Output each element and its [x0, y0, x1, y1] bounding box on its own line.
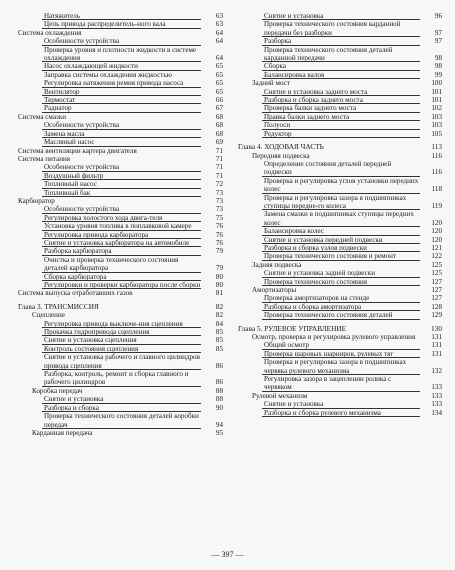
- toc-entry-title: Снятие и установка задней подвески: [264, 269, 376, 278]
- toc-entry[interactable]: [18, 289, 223, 297]
- toc-entry-page: 85: [215, 344, 223, 353]
- toc-entry[interactable]: [18, 214, 223, 222]
- toc-entry-title: Проверка шаровых шарниров, рулевых тяг: [264, 349, 394, 358]
- toc-entry-page: 113: [431, 142, 442, 152]
- toc-entry[interactable]: [238, 252, 442, 260]
- toc-entry-page: 76: [215, 238, 223, 247]
- toc-entry-page: 73: [215, 188, 223, 197]
- toc-entry[interactable]: [18, 46, 223, 63]
- toc-entry-title: Контроль состояния сцепления: [44, 344, 139, 353]
- toc-entry[interactable]: [18, 189, 223, 197]
- toc-entry[interactable]: [238, 152, 442, 160]
- toc-entry-title: Особенности устройства: [44, 205, 120, 214]
- toc-entry-title: Проверка и регулировка зазора в подшипниках ступицы передне-го колеса: [264, 193, 407, 210]
- toc-entry-page: 80: [215, 281, 223, 289]
- toc-entry-title: Прокачка гидропривода сцепления: [44, 328, 150, 337]
- toc-chapter-entry[interactable]: [18, 303, 223, 311]
- toc-entry-page: 99: [434, 70, 442, 79]
- toc-entry[interactable]: [238, 88, 442, 96]
- toc-entry-page: 88: [215, 386, 223, 395]
- toc-entry-title: Проверка амортизаторов на стенде: [264, 294, 370, 303]
- toc-entry-title: Определение состояния деталей передней подвески: [264, 159, 392, 177]
- toc-column-left: [18, 12, 223, 437]
- toc-entry[interactable]: [18, 387, 223, 395]
- toc-entry-title: Рулевой механизм: [252, 391, 308, 400]
- toc-entry-page: 98: [434, 62, 442, 71]
- toc-entry[interactable]: [238, 236, 442, 244]
- toc-entry-title: Сборка: [264, 62, 287, 71]
- toc-entry-title: Регулировка зазора в зацеплении ролика с червяком: [264, 375, 392, 392]
- toc-entry[interactable]: [238, 160, 442, 177]
- toc-entry-title: Сборка карбюратора: [44, 272, 107, 281]
- toc-entry[interactable]: [238, 333, 442, 341]
- toc-entry-title: Проверка технического состояния деталей карданной передачи: [264, 45, 393, 63]
- toc-entry-title: Система охлаждения: [18, 28, 82, 37]
- toc-entry[interactable]: [238, 409, 442, 417]
- toc-entry[interactable]: [238, 227, 442, 235]
- toc-entry-page: 102: [431, 104, 442, 113]
- toc-entry-page: 81: [215, 289, 223, 298]
- toc-entry-page: 79: [215, 247, 223, 256]
- toc-entry[interactable]: [18, 130, 223, 138]
- toc-entry[interactable]: [238, 294, 442, 302]
- toc-entry-page: 85: [215, 336, 223, 345]
- toc-entry-title: Правка балки заднего моста: [264, 112, 350, 121]
- toc-entry-page: 65: [215, 87, 223, 96]
- toc-entry-page: 131: [431, 333, 442, 342]
- toc-entry[interactable]: [18, 353, 223, 370]
- toc-entry-page: 68: [215, 121, 223, 130]
- toc-entry-page: 73: [215, 205, 223, 214]
- toc-entry[interactable]: [238, 71, 442, 79]
- toc-entry-title: Карбюратор: [18, 196, 55, 205]
- toc-entry-page: 66: [215, 96, 223, 105]
- toc-entry-page: 133: [431, 383, 442, 392]
- toc-entry[interactable]: [238, 261, 442, 269]
- toc-entry-page: 128: [431, 302, 442, 311]
- toc-entry-page: 100: [431, 79, 442, 88]
- toc-entry-title: Глава 3. ТРАНСМИССИЯ: [18, 301, 99, 311]
- toc-entry-page: 131: [431, 349, 442, 358]
- toc-entry-page: 84: [215, 319, 223, 328]
- toc-entry-title: Воздушный фильтр: [44, 171, 104, 180]
- toc-entry[interactable]: [238, 121, 442, 129]
- toc-entry-title: Проверка технического состояния деталей коробки передач: [44, 412, 199, 429]
- toc-entry-title: Разборка карбюратора: [44, 247, 112, 256]
- toc-entry-title: Осмотр, проверка и регулировка рулевого управления: [252, 333, 416, 342]
- toc-entry-title: Снятие и установка заднего моста: [264, 87, 368, 96]
- toc-entry-page: 98: [434, 54, 442, 63]
- toc-entry[interactable]: [18, 205, 223, 213]
- toc-entry-title: Система питания: [18, 154, 71, 163]
- toc-entry-page: 65: [215, 79, 223, 88]
- toc-entry[interactable]: [18, 336, 223, 344]
- toc-entry-page: 101: [431, 87, 442, 96]
- toc-entry-page: 116: [431, 168, 442, 177]
- toc-entry-page: 94: [215, 420, 223, 429]
- toc-entry-page: 90: [215, 403, 223, 412]
- toc-entry-page: 134: [431, 408, 442, 417]
- toc-entry-page: 120: [431, 227, 442, 236]
- toc-entry-page: 69: [215, 138, 223, 147]
- toc-entry[interactable]: [18, 121, 223, 129]
- toc-entry-page: 65: [215, 62, 223, 71]
- toc-entry-title: Передняя подвеска: [252, 151, 310, 160]
- toc-entry-title: Проверка технического состояния карданной передачи без разборки: [264, 20, 401, 37]
- toc-entry-page: 68: [215, 129, 223, 138]
- toc-entry[interactable]: [238, 20, 442, 37]
- toc-entry[interactable]: [18, 12, 223, 20]
- toc-entry[interactable]: [18, 239, 223, 247]
- toc-entry-title: Снятие и установка: [264, 12, 324, 20]
- toc-entry-title: Разборка, контроль, ремонт и сборка главного и рабочего цилиндров: [44, 370, 189, 387]
- toc-entry[interactable]: [18, 395, 223, 403]
- toc-entry-page: 79: [215, 264, 223, 273]
- toc-entry-page: 82: [215, 301, 223, 311]
- toc-entry-title: Задняя подвеска: [252, 260, 302, 269]
- toc-entry-title: Снятие и установка: [264, 400, 324, 409]
- toc-entry-page: 76: [215, 230, 223, 239]
- toc-entry[interactable]: [238, 341, 442, 349]
- toc-entry[interactable]: [18, 404, 223, 412]
- toc-entry-page: 101: [431, 96, 442, 105]
- toc-entry[interactable]: [18, 147, 223, 155]
- toc-entry-page: 97: [434, 28, 442, 37]
- toc-entry[interactable]: [238, 194, 442, 211]
- toc-entry-title: Особенности устройства: [44, 121, 120, 130]
- toc-entry-title: Снятие и установка передней подвески: [264, 235, 383, 244]
- toc-entry[interactable]: [238, 278, 442, 286]
- toc-entry-page: 67: [215, 104, 223, 113]
- toc-entry-page: 64: [215, 28, 223, 37]
- toc-chapter-entry[interactable]: [238, 325, 442, 333]
- toc-entry-title: Система вентиляции картера двигателя: [18, 146, 137, 155]
- toc-entry-page: 103: [431, 121, 442, 130]
- toc-entry-title: Редуктор: [264, 129, 292, 138]
- toc-entry-page: 64: [215, 54, 223, 63]
- toc-entry[interactable]: [18, 328, 223, 336]
- toc-entry-page: 130: [431, 323, 442, 333]
- toc-entry-title: Регулировка привода выключе-ния сцепления: [44, 319, 183, 328]
- toc-entry[interactable]: [18, 197, 223, 205]
- toc-entry-title: Разборка и сборка рулевого механизма: [264, 408, 381, 417]
- toc-entry[interactable]: [18, 29, 223, 37]
- toc-entry-title: Разборка: [264, 37, 292, 46]
- toc-entry-page: 86: [215, 361, 223, 370]
- toc-entry-title: Проверка и регулировка углов установки передних колес: [264, 176, 419, 194]
- toc-entry-page: 103: [431, 112, 442, 121]
- toc-entry-page: 63: [215, 12, 223, 20]
- toc-entry[interactable]: [238, 244, 442, 252]
- toc-entry-title: Система выпуска отработавших газов: [18, 289, 133, 298]
- toc-entry-title: Топливный насос: [44, 180, 97, 189]
- toc-entry[interactable]: [18, 88, 223, 96]
- toc-entry-title: Проверка балки заднего моста: [264, 104, 357, 113]
- toc-entry-title: Особенности устройства: [44, 37, 120, 46]
- toc-entry-page: 129: [431, 311, 442, 320]
- toc-entry[interactable]: [18, 222, 223, 230]
- toc-entry-title: Проверка технического состояния: [264, 277, 368, 286]
- toc-entry-page: 133: [431, 391, 442, 400]
- toc-entry-title: Замена масла: [44, 129, 85, 138]
- toc-entry-page: 105: [431, 129, 442, 138]
- toc-entry-page: 71: [215, 171, 223, 180]
- toc-entry[interactable]: [18, 370, 223, 387]
- toc-entry-page: 120: [431, 218, 442, 227]
- toc-entry-page: 125: [431, 260, 442, 269]
- toc-entry-page: 68: [215, 112, 223, 121]
- toc-entry-page: 131: [431, 341, 442, 350]
- toc-entry-page: 75: [215, 213, 223, 222]
- toc-entry-title: Насос охлаждающей жидкости: [44, 62, 138, 71]
- toc-entry[interactable]: [18, 113, 223, 121]
- toc-entry-page: 71: [215, 154, 223, 163]
- toc-entry[interactable]: [238, 286, 442, 294]
- toc-entry-page: 127: [431, 294, 442, 303]
- toc-entry-title: Снятие и установка: [44, 395, 104, 404]
- toc-entry[interactable]: [238, 400, 442, 408]
- toc-entry-title: Глава 4. ХОДОВАЯ ЧАСТЬ: [238, 142, 324, 152]
- page-number: — 397 —: [211, 550, 244, 559]
- toc-entry[interactable]: [238, 303, 442, 311]
- toc-entry-title: Регулировка холостого хода двига-теля: [44, 213, 163, 222]
- toc-entry[interactable]: [238, 130, 442, 138]
- toc-entry-title: Регулировки и проверки карбюратора после сборки: [44, 281, 201, 289]
- toc-entry[interactable]: [238, 358, 442, 375]
- toc-entry-page: 127: [431, 286, 442, 294]
- toc-entry[interactable]: [238, 350, 442, 358]
- toc-entry-title: Топливный бак: [44, 188, 91, 197]
- toc-entry-page: 63: [215, 20, 223, 29]
- toc-entry-page: 85: [215, 328, 223, 337]
- toc-entry[interactable]: [18, 138, 223, 146]
- toc-entry[interactable]: [18, 231, 223, 239]
- toc-entry[interactable]: [18, 345, 223, 353]
- toc-entry-page: 132: [431, 366, 442, 375]
- toc-entry-title: Особенности устройства: [44, 163, 120, 172]
- toc-entry-title: Полуоси: [264, 121, 291, 130]
- toc-entry[interactable]: [238, 210, 442, 227]
- toc-entry[interactable]: [18, 20, 223, 28]
- toc-entry-page: 64: [215, 37, 223, 46]
- toc-entry-title: Разборка и сборка заднего моста: [264, 96, 363, 105]
- toc-entry[interactable]: [18, 429, 223, 437]
- toc-entry-title: Снятие и установка рабочего и главного цилиндров привода сцепления: [44, 353, 200, 370]
- toc-entry-page: 73: [215, 196, 223, 205]
- toc-entry[interactable]: [238, 62, 442, 70]
- toc-entry-title: Снятие и установка карбюратора на автомобиле: [44, 238, 190, 247]
- toc-entry[interactable]: [238, 269, 442, 277]
- toc-entry-title: Натяжитель: [44, 12, 81, 20]
- toc-entry-page: 118: [431, 185, 442, 194]
- toc-entry-page: 71: [215, 146, 223, 155]
- toc-column-right: [238, 12, 442, 417]
- toc-entry-page: 65: [215, 70, 223, 79]
- toc-entry-page: 96: [434, 12, 442, 20]
- toc-entry[interactable]: [18, 412, 223, 429]
- toc-entry-page: 125: [431, 269, 442, 278]
- toc-entry-title: Общий осмотр: [264, 341, 310, 350]
- toc-entry-title: Радиатор: [44, 104, 72, 113]
- toc-entry-title: Термостат: [44, 96, 76, 105]
- toc-entry-title: Амортизаторы: [252, 286, 297, 294]
- toc-entry-title: Проверка технического состояния и ремонт: [264, 252, 397, 261]
- toc-entry-title: Установка уровня топлива в поплавковой камере: [44, 222, 192, 231]
- toc-entry-title: Балансировка валов: [264, 70, 325, 79]
- toc-entry[interactable]: [18, 163, 223, 171]
- toc-entry-title: Разборка и сборка: [44, 403, 99, 412]
- toc-chapter-entry[interactable]: [238, 143, 442, 151]
- toc-entry-title: Вентилятор: [44, 87, 80, 96]
- toc-entry-title: Замена смазки в подшипниках ступицы передних колес: [264, 210, 414, 227]
- toc-entry[interactable]: [238, 177, 442, 194]
- toc-entry-title: Балансировка колес: [264, 227, 324, 236]
- toc-entry-title: Регулировка привода карбюратора: [44, 230, 149, 239]
- toc-entry-page: 82: [215, 311, 223, 320]
- toc-entry[interactable]: [18, 247, 223, 255]
- toc-entry[interactable]: [18, 104, 223, 112]
- toc-entry[interactable]: [18, 180, 223, 188]
- toc-entry-page: 88: [215, 395, 223, 404]
- toc-entry-page: 80: [215, 272, 223, 281]
- toc-entry-title: Проверка технического состояния деталей: [264, 311, 393, 320]
- toc-entry-page: 121: [431, 243, 442, 252]
- toc-entry[interactable]: [238, 79, 442, 87]
- toc-entry[interactable]: [238, 311, 442, 319]
- toc-entry-title: Коробка передач: [32, 386, 83, 395]
- toc-entry[interactable]: [238, 96, 442, 104]
- toc-entry-title: Масляный насос: [44, 138, 95, 147]
- toc-entry[interactable]: [238, 113, 442, 121]
- toc-entry-page: 97: [434, 37, 442, 46]
- toc-entry[interactable]: [238, 37, 442, 45]
- toc-entry[interactable]: [18, 281, 223, 289]
- toc-entry-title: Очистка и проверка технического состояния деталей карбюратора: [44, 255, 179, 273]
- toc-entry-title: Сцепление: [32, 311, 65, 320]
- toc-entry-page: 76: [215, 222, 223, 231]
- toc-entry-page: 122: [431, 252, 442, 261]
- toc-entry[interactable]: [18, 320, 223, 328]
- toc-entry-title: Карданная передача: [32, 428, 93, 437]
- toc-entry-title: Разборка и сборка амортизатора: [264, 302, 362, 311]
- toc-entry-title: Проверка уровня и плотности жидкости в системе охлаждения: [44, 45, 197, 63]
- toc-entry[interactable]: [18, 172, 223, 180]
- toc-entry[interactable]: [18, 155, 223, 163]
- toc-entry[interactable]: [18, 311, 223, 319]
- toc-entry[interactable]: [238, 46, 442, 63]
- toc-entry-page: 133: [431, 400, 442, 409]
- toc-entry-title: Цепь привода распределитель-ного вала: [44, 20, 166, 29]
- toc-entry[interactable]: [18, 256, 223, 273]
- toc-entry-title: Заправка системы охлаждения жидкостью: [44, 70, 172, 79]
- toc-entry-title: Регулировка натяжения ремня привода насоса: [44, 79, 184, 88]
- toc-entry[interactable]: [18, 37, 223, 45]
- toc-entry-page: 127: [431, 277, 442, 286]
- toc-entry-title: Задний мост: [252, 79, 290, 88]
- toc-entry-page: 72: [215, 180, 223, 189]
- toc-entry-title: Снятие и установка сцепления: [44, 336, 137, 345]
- toc-entry[interactable]: [18, 71, 223, 79]
- toc-entry-title: Разборка и сборка узлов подвески: [264, 243, 367, 252]
- toc-entry-page: 71: [215, 163, 223, 172]
- toc-entry[interactable]: [18, 79, 223, 87]
- toc-entry-page: 116: [431, 151, 442, 160]
- toc-entry-page: 95: [215, 428, 223, 437]
- toc-entry-page: 119: [431, 201, 442, 210]
- toc-entry[interactable]: [18, 273, 223, 281]
- toc-entry-title: Проверка и регулировка зазора в подшипниках червяка рулевого механизма: [264, 358, 407, 375]
- toc-entry-page: 86: [215, 378, 223, 387]
- toc-entry-title: Глава 5. РУЛЕВОЕ УПРАВЛЕНИЕ: [238, 323, 347, 333]
- toc-entry[interactable]: [238, 104, 442, 112]
- toc-entry[interactable]: [18, 96, 223, 104]
- toc-entry[interactable]: [238, 375, 442, 392]
- toc-entry-title: Система смазки: [18, 112, 67, 121]
- toc-entry-page: 120: [431, 235, 442, 244]
- toc-entry[interactable]: [238, 392, 442, 400]
- toc-entry[interactable]: [238, 12, 442, 20]
- toc-entry[interactable]: [18, 62, 223, 70]
